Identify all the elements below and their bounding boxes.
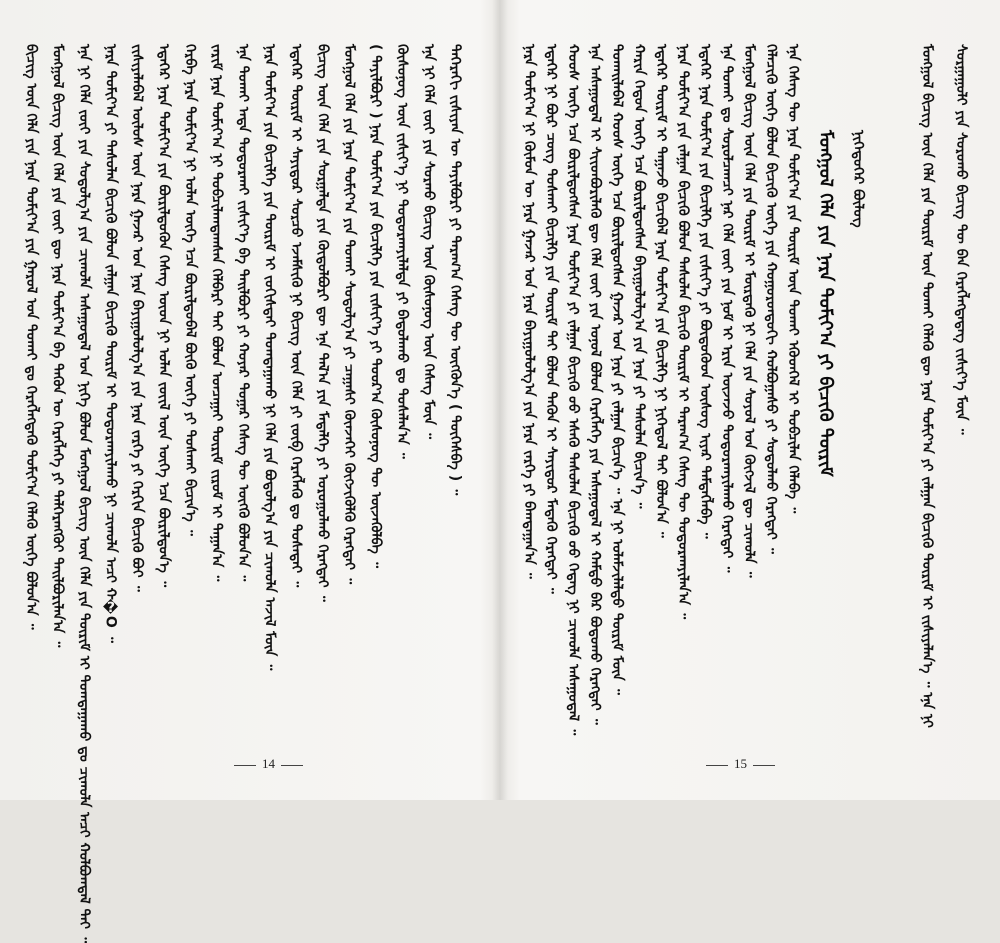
text-column: ᠡᠳᠡᠭᠡᠷ ᠨᠡᠷᠡ ᠲᠣᠮᠢᠶ᠎ᠠ ᠶᠢᠨ ᠪᠢᠴᠢᠯᠭᠡ ᠶᠢᠨ ᠵᠢᠱᠢᠶ᠎ᠡ ᠶᠢ ᠪᠦᠳᠦᠭᠦᠦᠨ ᠦᠰᠦᠭ ᠢᠶᠡᠷ ᠲᠡᠮᠳᠡᠭᠯᠡᠪᠡ ᠃ xyxy=(697,44,713,539)
text-column: ᠡᠨᠡ ᠲᠤᠬᠠᠢ ᠳᠤ ᠰᠤᠷᠤᠯᠴᠠᠭᠴᠢ ᠨᠠᠷ ᠬᠡᠯᠡ ᠵᠦᠢ ᠶᠢᠨ ᠨᠣᠮ ᠢ ᠡᠷᠢᠨ ᠦᠵᠡᠵᠦ ᠲᠣᠳᠣᠷᠬᠠᠶᠢᠯᠠᠬᠤ ᠬᠡᠷᠡᠭᠲᠡᠢ ᠃ xyxy=(719,44,735,573)
page-number-left-text: 14 xyxy=(262,756,275,771)
text-column: ᠳᠡᠭᠡᠷᠡᠬᠢ ᠵᠢᠱᠢᠶᠡᠨ ᠦ ᠲᠠᠶᠢᠯᠪᠤᠷᠢ ᠶᠢ ᠳᠠᠷᠠᠭ᠎ᠠ ᠬᠡᠰᠡᠭ ᠲᠦ ᠦᠭᠭᠦᠨ᠎ᠡ ( ᠲᠦᠭᠡᠰᠪᠡ ) ᠃ xyxy=(447,44,463,496)
text-column: ᠪᠢᠴᠢᠭ ᠦᠨ ᠬᠡᠯᠡ ᠶᠢᠨ ᠰᠤᠷᠭᠠᠯᠳᠠ ᠶᠢᠨ ᠬᠥᠲᠦᠯᠪᠦᠷᠢ ᠳᠦ ᠡᠨᠡ ᠲᠠᠯ᠎ᠠ ᠶᠢᠨ ᠮᠡᠳᠡᠯᠭᠡ ᠶᠢ ᠣᠷᠣᠭᠤᠯᠬᠤ ᠬᠡᠷᠡᠭᠲᠡᠢ ᠃ xyxy=(314,44,331,602)
text-column: ᠡᠨᠡ ᠠᠰᠠᠭᠤᠳᠠᠯ ᠢ ᠰᠢᠢᠳᠪᠦᠷᠢᠯᠡᠬᠦ ᠳᠦ ᠬᠡᠯᠡ ᠵᠦᠢ ᠶᠢᠨ ᠣᠨᠣᠯ ᠪᠣᠯᠤᠨ ᠬᠡᠷᠡᠭᠯᠡᠭᠡ ᠶᠢᠨ ᠠᠰᠠᠭᠤᠳᠠᠯ ᠢ ᠬᠠᠮᠲᠤ ᠪᠠᠷ ᠪᠣᠳᠣᠬᠤ ᠬᠡᠷᠡᠭᠲᠡᠢ ᠃ xyxy=(587,44,603,725)
section-subheading: ᠨᠢᠭᠡᠳᠦᠭᠡᠷ ᠪᠦᠯᠦᠭ xyxy=(850,130,866,228)
text-column: ᠪᠢᠴᠢᠭ ᠦᠨ ᠬᠡᠯᠡ ᠶᠢᠨ ᠨᠡᠷᠡ ᠲᠣᠮᠢᠶ᠎ᠠ ᠶᠢᠨ ᠭᠠᠷᠤᠯ ᠤᠨ ᠲᠤᠬᠠᠢ ᠳᠤ ᠬᠡᠷᠡᠭᠯᠡᠭᠳᠡᠬᠦ ᠲᠣᠮᠢᠶ᠎ᠠ ᠬᠡᠯᠡᠬᠦ ᠦᠭᠡ ᠪᠣᠯᠤᠨ᠎ᠠ ᠃ xyxy=(23,44,39,630)
text-column: ᠬᠠᠷᠢᠨ ᠬᠡᠳᠦᠨ ᠦᠭᠡ ᠡᠴᠡ ᠪᠦᠷᠢᠯᠳᠦᠭᠰᠡᠨ ᠪᠠᠶᠢᠭᠤᠯᠤᠯᠭ᠎ᠠ ᠶᠢᠨ ᠨᠡᠷᠡ ᠶᠢ ᠲᠠᠰᠤᠯᠠᠨ ᠪᠢᠴᠢᠨ᠎ᠡ ᠃ xyxy=(631,44,647,509)
text-column: ᠵᠢᠱᠢᠶᠡᠯᠡᠪᠡᠯ ᠦᠯᠦᠰ ᠦᠨ ᠨᠡᠷᠡ ᠭᠠᠵᠠᠷ ᠤᠨ ᠨᠡᠷᠡ ᠪᠠᠶᠢᠭᠤᠯᠤᠯᠭ᠎ᠠ ᠶᠢᠨ ᠨᠡᠷᠡ ᠵᠡᠷᠭᠡ ᠶᠢ ᠬᠡᠷᠬᠢᠨ ᠪᠢᠴᠢᠬᠦ ᠪᠣᠢ ᠃ xyxy=(129,44,145,592)
text-column: ᠡᠳᠡᠭᠡᠷ ᠳᠦᠷᠢᠮ ᠢ ᠰᠠᠶᠢᠲᠤᠷ ᠰᠤᠷᠴᠤ ᠡᠵᠡᠮᠰᠢᠬᠦ ᠨᠢ ᠪᠢᠴᠢᠭ ᠦᠨ ᠬᠡᠯᠡ ᠶᠢ ᠵᠦᠪ ᠬᠡᠷᠡᠭᠯᠡᠬᠦ ᠳᠤ ᠲᠤᠰᠠᠲᠠᠢ ᠃ xyxy=(288,44,304,588)
text-column: ᠬᠡᠷᠪᠡ ᠨᠡᠷᠡ ᠲᠣᠮᠢᠶ᠎ᠠ ᠨᠢ ᠣᠯᠠᠨ ᠦᠭᠡ ᠡᠴᠡ ᠪᠦᠷᠢᠯᠳᠦᠪᠡᠯ ᠪᠦᠬᠦ ᠦᠭᠡ ᠶᠢ ᠲᠤᠰᠬᠠᠢ ᠪᠢᠴᠢᠨ᠎ᠡ ᠃ xyxy=(182,44,198,536)
text-column: ᠨᠡᠷᠡ ᠲᠣᠮᠢᠶ᠎ᠠ ᠶᠢ ᠲᠠᠰᠤᠯᠠᠨ ᠪᠢᠴᠢᠬᠦ ᠪᠣᠯᠤᠨ ᠵᠠᠯᠭᠠᠨ ᠪᠢᠴᠢᠬᠦ ᠳᠦᠷᠢᠮ ᠢ ᠲᠣᠳᠣᠷᠬᠠᠶᠢᠯᠠᠬᠤ ᠨᠢ ᠴᠢᠬᠤᠯᠠ ᠠᠴᠢ ᠬ�O ᠃ xyxy=(102,44,119,643)
text-column: ᠡᠨᠡ ᠨᠢ ᠬᠡᠯᠡ ᠵᠦᠢ ᠶᠢᠨ ᠰᠤᠳᠤᠯᠭ᠎ᠠ ᠶᠢᠨ ᠴᠢᠬᠤᠯᠠ ᠠᠰᠠᠭᠤᠳᠠᠯ ᠤᠨ ᠨᠢᠭᠡ ᠪᠣᠯᠤᠨ ᠮᠣᠩᠭᠣᠯ ᠪᠢᠴᠢᠭ ᠦᠨ ᠬᠡᠯᠡ ᠶᠢᠨ ᠳᠦᠷᠢᠮ ᠢ ᠲᠣᠭᠲᠠᠭᠠᠬᠤ ᠳᠤ ᠴᠢᠬᠤᠯᠠ ᠠᠴᠢ ᠬᠣᠯᠪᠣᠭᠳᠠᠯ ᠲᠠᠢ ᠃ xyxy=(76,44,92,943)
text-column: ᠨᠡᠷᠡ ᠲᠣᠮᠢᠶ᠎ᠠ ᠨᠢ ᠬᠦᠮᠦᠨ ᠦ ᠨᠡᠷᠡ ᠭᠠᠵᠠᠷ ᠤᠨ ᠨᠡᠷᠡ ᠪᠠᠶᠢᠭᠤᠯᠤᠯᠭ᠎ᠠ ᠶᠢᠨ ᠨᠡᠷᠡ ᠵᠡᠷᠭᠡ ᠶᠢ ᠪᠠᠭᠲᠠᠭᠠᠨ᠎ᠠ ᠃ xyxy=(521,44,537,579)
text-column: ᠡᠳᠡᠭᠡᠷ ᠨᠡᠷᠡ ᠲᠣᠮᠢᠶ᠎ᠠ ᠶᠢᠨ ᠪᠦᠷᠢᠯᠳᠦᠬᠦᠨ ᠬᠡᠰᠡᠭ ᠦᠳ ᠨᠢ ᠣᠯᠠᠨ ᠵᠦᠢᠯ ᠦᠨ ᠦᠭᠡ ᠡᠴᠡ ᠪᠦᠷᠢᠯᠳᠦᠨ᠎ᠡ ᠃ xyxy=(155,44,172,588)
text-column: ᠮᠣᠩᠭᠣᠯ ᠪᠢᠴᠢᠭ ᠦᠨ ᠬᠡᠯᠡ ᠶᠢᠨ ᠳᠦᠷᠢᠮ ᠦᠨ ᠲᠤᠬᠠᠢ ᠬᠡᠯᠡᠬᠦ ᠳᠦ ᠨᠡᠷᠡ ᠲᠣᠮᠢᠶ᠎ᠠ ᠶᠢ ᠵᠠᠯᠭᠠᠨ ᠪᠢᠴᠢᠬᠦ ᠳᠦᠷᠢᠮ ᠢ ᠵᠢᠱᠢᠶᠡᠯᠡᠨ᠎ᠡ ᠃ ᠡᠨᠡ ᠨᠢ xyxy=(919,44,935,728)
text-column: ᠬᠣᠣᠰ ᠦᠭᠡ ᠡᠴᠡ ᠪᠦᠷᠢᠯᠳᠦᠭᠰᠡᠨ ᠨᠡᠷᠡ ᠲᠣᠮᠢᠶ᠎ᠠ ᠶᠢ ᠵᠠᠯᠭᠠᠨ ᠪᠢᠴᠢᠬᠦ ᠦᠦ ᠡᠰᠡᠬᠦ ᠲᠠᠰᠤᠯᠠᠨ ᠪᠢᠴᠢᠬᠦ ᠦᠦ ᠭᠡᠳᠡᠭ ᠨᠢ ᠴᠢᠬᠤᠯᠠ ᠠᠰᠠᠭᠤᠳᠠᠯ ᠃ xyxy=(565,44,581,736)
text-column: ( ᠲᠠᠶᠢᠯᠪᠤᠷᠢ ) ᠨᠡᠷᠡ ᠲᠣᠮᠢᠶ᠎ᠠ ᠶᠢᠨ ᠪᠢᠴᠢᠯᠭᠡ ᠶᠢᠨ ᠵᠢᠱᠢᠶ᠎ᠡ ᠶᠢ ᠳᠣᠣᠷ᠎ᠠ ᠬᠦᠰᠦᠨᠦᠭ ᠲᠦ ᠦᠵᠡᠭᠦᠯᠪᠡ ᠃ xyxy=(367,44,384,569)
text-column: ᠮᠣᠩᠭᠣᠯ ᠪᠢᠴᠢᠭ ᠦᠨ ᠬᠡᠯᠡ ᠶᠢᠨ ᠳᠦᠷᠢᠮ ᠢ ᠮᠦᠷᠳᠡᠬᠦ ᠨᠢ ᠬᠡᠯᠡ ᠶᠢᠨ ᠰᠣᠶᠣᠯ ᠤᠨ ᠬᠥᠭᠵᠢᠯ ᠳᠦ ᠴᠢᠬᠤᠯᠠ ᠃ xyxy=(741,44,757,578)
text-column: ᠨᠡᠷᠡ ᠲᠣᠮᠢᠶ᠎ᠠ ᠶᠢᠨ ᠵᠠᠯᠭᠠᠨ ᠪᠢᠴᠢᠬᠦ ᠪᠣᠯᠤᠨ ᠲᠠᠰᠤᠯᠠᠨ ᠪᠢᠴᠢᠬᠦ ᠳᠦᠷᠢᠮ ᠢ ᠳᠠᠷᠠᠭ᠎ᠠ ᠬᠡᠰᠡᠭ ᠲᠦ ᠲᠣᠳᠣᠷᠬᠠᠶᠢᠯᠠᠨ᠎ᠠ ᠃ xyxy=(675,44,691,620)
page-number-left xyxy=(228,756,309,772)
text-column: ᠡᠨᠡ ᠲᠤᠬᠠᠢ ᠡᠨᠳᠡ ᠲᠣᠳᠣᠷᠬᠠᠢ ᠵᠢᠱᠢᠶ᠎ᠡ ᠪᠠ ᠲᠠᠢᠯᠪᠤᠷᠢ ᠶᠢ ᠬᠣᠶᠠᠷ ᠳᠤᠭᠠᠷ ᠬᠡᠰᠡᠭ ᠲᠦ ᠦᠭᠬᠦ ᠪᠣᠯᠤᠨ᠎ᠠ ᠃ xyxy=(235,44,251,582)
text-column: ᠰᠤᠷᠭᠠᠭᠤᠯᠢ ᠶᠢᠨ ᠰᠤᠷᠤᠬᠤ ᠪᠢᠴᠢᠭ ᠲᠦ ᠪᠠᠨ ᠬᠡᠷᠡᠭᠯᠡᠭᠳᠡᠳᠡᠭ ᠵᠢᠱᠢᠶ᠎ᠡ ᠮᠦᠨ ᠃ xyxy=(953,44,969,435)
text-column: ᠡᠳᠡᠭᠡᠷ ᠨᠢ ᠪᠦᠷ ᠴᠥᠭ ᠲᠤᠰᠬᠠᠢ ᠪᠢᠴᠢᠯᠭᠡ ᠶᠢᠨ ᠳᠦᠷᠢᠮ ᠲᠠᠢ ᠪᠣᠯᠤᠨ ᠲᠡᠭᠦᠨ ᠢ ᠰᠠᠶᠢᠲᠤᠷ ᠮᠡᠳᠡᠬᠦ ᠬᠡᠷᠡᠭᠲᠡᠢ ᠃ xyxy=(543,44,559,594)
right-page xyxy=(500,0,1000,800)
text-column: ᠡᠨᠡ ᠬᠡᠰᠡᠭ ᠲᠦ ᠨᠡᠷᠡ ᠲᠣᠮᠢᠶ᠎ᠠ ᠶᠢᠨ ᠳᠦᠷᠢᠮ ᠦᠨ ᠲᠤᠬᠠᠢ ᠡᠭᠦᠳᠭᠡᠯ ᠢ ᠲᠣᠪᠴᠢᠯᠠᠨ ᠬᠡᠯᠡᠪᠡ ᠃ xyxy=(785,44,801,514)
text-column: ᠵᠠᠷᠢᠮ ᠨᠡᠷᠡ ᠲᠣᠮᠢᠶ᠎ᠠ ᠨᠢ ᠲᠣᠪᠴᠢᠯᠠᠭᠳᠠᠭᠰᠠᠨ ᠬᠡᠯᠪᠡᠷᠢ ᠲᠠᠢ ᠪᠣᠯᠤᠨ ᠣᠨᠴᠠᠭᠠᠢ ᠳᠦᠷᠢᠮ ᠵᠢᠷᠤᠮ ᠢ ᠳᠠᠭᠠᠨ᠎ᠠ ᠃ xyxy=(208,44,225,582)
text-column: ᠲᠤᠬᠠᠢᠯᠠᠪᠠᠯ ᠬᠣᠣᠰ ᠦᠭᠡ ᠡᠴᠡ ᠪᠦᠷᠢᠯᠳᠦᠭᠰᠡᠨ ᠭᠠᠵᠠᠷ ᠤᠨ ᠨᠡᠷᠡ ᠶᠢ ᠵᠠᠯᠭᠠᠨ ᠪᠢᠴᠢᠨ᠎ᠡ ᠃ ᠡᠨᠡ ᠨᠢ ᠤᠯᠠᠮᠵᠢᠯᠠᠯᠲᠤ ᠳᠦᠷᠢᠮ ᠮᠦᠨ ᠃ xyxy=(609,44,625,695)
text-column: ᠮᠣᠩᠭᠣᠯ ᠪᠢᠴᠢᠭ ᠦᠨ ᠬᠡᠯᠡ ᠶᠢᠨ ᠵᠦᠢ ᠳᠦ ᠨᠡᠷᠡ ᠲᠣᠮᠢᠶ᠎ᠠ ᠪᠠ ᠲᠡᠭᠦᠨ ᠦ ᠬᠡᠷᠡᠭᠯᠡᠭᠡ ᠶᠢ ᠳᠡᠯᠭᠡᠷᠡᠩᠭᠦᠢ ᠲᠠᠢᠯᠪᠤᠷᠢᠯᠠᠨ᠎ᠠ ᠃ xyxy=(49,44,66,648)
text-column: ᠬᠥᠰᠦᠨᠦᠭ ᠦᠨ ᠵᠢᠱᠢᠶ᠎ᠡ ᠨᠢ ᠲᠣᠳᠣᠷᠬᠠᠶᠢᠯᠠᠯᠲᠠ ᠶᠢ ᠪᠠᠲᠤᠯᠠᠬᠤ ᠳᠤ ᠲᠤᠰᠠᠯᠠᠨ᠎ᠠ ᠃ xyxy=(394,44,410,459)
page-number-right-text: 15 xyxy=(734,756,747,771)
text-column: ᠮᠣᠩᠭᠣᠯ ᠬᠡᠯᠡ ᠶᠢᠨ ᠨᠡᠷᠡ ᠲᠣᠮᠢᠶ᠎ᠠ ᠶᠢᠨ ᠲᠤᠬᠠᠢ ᠰᠤᠳᠤᠯᠭ᠎ᠠ ᠶᠢ ᠴᠠᠭᠠᠰᠢ ᠭᠦᠨᠵᠡᠭᠡᠢ ᠬᠥᠭᠵᠢᠭᠦᠯᠬᠦ ᠬᠡᠷᠡᠭᠲᠡᠢ ᠃ xyxy=(341,44,357,585)
text-column: ᠡᠨᠡ ᠨᠢ ᠬᠡᠯᠡ ᠵᠦᠢ ᠶᠢᠨ ᠰᠤᠷᠬᠤ ᠪᠢᠴᠢᠭ ᠦᠨ ᠬᠦᠰᠦᠨᠦᠭ ᠦᠨ ᠬᠡᠰᠡᠭ ᠮᠦᠨ ᠃ xyxy=(420,44,437,440)
text-column: ᠡᠳᠡᠭᠡᠷ ᠳᠦᠷᠢᠮ ᠢ ᠳᠠᠭᠠᠵᠤ ᠪᠢᠴᠢᠪᠡᠯ ᠨᠡᠷᠡ ᠲᠣᠮᠢᠶ᠎ᠠ ᠶᠢᠨ ᠪᠢᠴᠢᠯᠭᠡ ᠨᠢ ᠨᠢᠭᠡᠳᠦᠯ ᠲᠡᠢ ᠪᠣᠯᠤᠨ᠎ᠠ ᠃ xyxy=(653,44,669,538)
page-number-right xyxy=(700,756,781,772)
section-heading: ᠮᠣᠩᠭᠣᠯ ᠬᠡᠯᠡ ᠶᠢᠨ ᠨᠡᠷᠡ ᠲᠣᠮᠢᠶ᠎ᠠ ᠶᠢ ᠪᠢᠴᠢᠬᠦ ᠳᠦᠷᠢᠮ xyxy=(815,130,836,477)
text-column: ᠬᠡᠯᠡᠴᠢᠬᠦ ᠦᠭᠡ ᠪᠣᠯᠤᠨ ᠪᠢᠴᠢᠬᠦ ᠦᠭᠡ ᠶᠢᠨ ᠬᠣᠭᠣᠷᠣᠨᠳᠤᠬᠢ ᠬᠣᠯᠪᠣᠭᠠᠰᠤ ᠶᠢ ᠰᠤᠳᠤᠯᠬᠤ ᠬᠡᠷᠡᠭᠲᠡᠢ ᠃ xyxy=(763,44,779,554)
text-column: ᠨᠡᠷᠡ ᠲᠣᠮᠢᠶ᠎ᠠ ᠶᠢᠨ ᠪᠢᠴᠢᠯᠭᠡ ᠶᠢᠨ ᠳᠦᠷᠢᠮ ᠢ ᠵᠣᠬᠢᠰᠲᠠᠢ ᠲᠣᠭᠲᠠᠭᠠᠬᠤ ᠨᠢ ᠬᠡᠯᠡ ᠶᠢᠨ ᠪᠣᠳᠤᠯᠭ᠎ᠠ ᠶᠢᠨ ᠴᠢᠬᠤᠯᠠ ᠠᠵᠢᠯ ᠮᠦᠨ ᠃ xyxy=(261,44,278,671)
